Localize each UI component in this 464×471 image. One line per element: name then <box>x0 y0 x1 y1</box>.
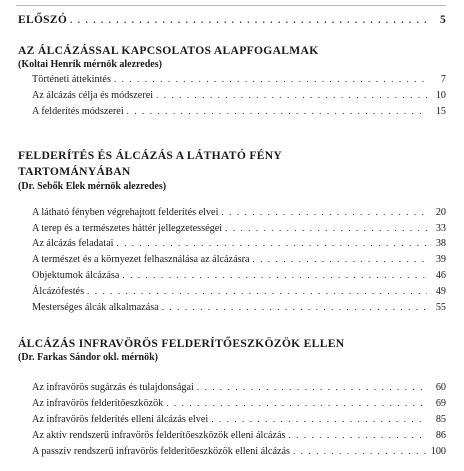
toc-leader <box>116 238 427 248</box>
toc-entry-page: 55 <box>435 302 446 313</box>
toc-entry-label: Mesterséges álcák alkalmazása <box>32 302 159 313</box>
toc-leader <box>162 302 427 312</box>
toc-entry-label: Az álcázás feladatai <box>32 238 114 249</box>
toc-entry-page: 100 <box>430 446 446 457</box>
toc-entry-row[interactable] <box>32 223 446 234</box>
toc-entry-row[interactable] <box>32 254 446 265</box>
toc-entry-label: Az infravörös felderítés elleni álcázás elvei <box>32 414 209 425</box>
toc-entry-row[interactable] <box>32 90 446 101</box>
toc-entry-label: Történeti áttekintés <box>32 74 111 85</box>
toc-entry-label: A felderítés módszerei <box>32 106 124 117</box>
toc-entry-page: 39 <box>435 254 446 265</box>
toc-entry-page: 85 <box>435 414 446 425</box>
top-rule <box>16 5 446 6</box>
section-3-author: (Dr. Farkas Sándor okl. mérnök) <box>18 352 159 363</box>
toc-entry-page: 86 <box>435 430 446 441</box>
toc-entry-row[interactable] <box>32 74 446 85</box>
toc-leader <box>288 430 427 440</box>
section-2-title-line-2: TARTOMÁNYÁBAN <box>18 165 131 178</box>
toc-foreword-row[interactable] <box>18 14 446 26</box>
section-1-author: (Koltai Henrik mérnök alezredes) <box>18 59 162 70</box>
toc-entry-page: 60 <box>435 382 446 393</box>
toc-entry-page: 33 <box>435 223 446 234</box>
toc-entry-row[interactable] <box>32 270 446 281</box>
toc-entry-row[interactable] <box>32 382 446 393</box>
toc-leader <box>293 446 427 456</box>
toc-leader <box>252 254 427 264</box>
toc-entry-page: 7 <box>440 74 446 85</box>
toc-leader <box>87 286 427 296</box>
toc-entry-page: 15 <box>435 106 446 117</box>
toc-leader <box>70 15 427 25</box>
toc-entry-label: Az infravörös felderítőeszközök <box>32 398 164 409</box>
toc-leader <box>166 398 427 408</box>
toc-leader <box>221 207 427 217</box>
toc-entry-label: A terep és a természetes háttér jellegzetességei <box>32 223 223 234</box>
toc-entry-label: Az infravörös sugárzás és tulajdonságai <box>32 382 194 393</box>
toc-leader <box>225 223 427 233</box>
toc-entry-row[interactable] <box>32 446 446 457</box>
toc-entry-label: A látható fényben végrehajtott felderítés elvei <box>32 207 219 218</box>
toc-entry-page: 38 <box>435 238 446 249</box>
toc-entry-label: A természet és a környezet felhasználása az álcázásra <box>32 254 250 265</box>
toc-entry-page: 10 <box>435 90 446 101</box>
toc-entry-page: 69 <box>435 398 446 409</box>
toc-leader <box>122 270 427 280</box>
toc-entry-label: A passzív rendszerű infravörös felderítőeszközök elleni álcázás <box>32 446 290 457</box>
toc-entry-label: Az álcázás célja és módszerei <box>32 90 154 101</box>
section-2-title-line-1: FELDERÍTÉS ÉS ÁLCÁZÁS A LÁTHATÓ FÉNY <box>18 149 283 162</box>
toc-entry-row[interactable] <box>32 238 446 249</box>
toc-entry-label: Az aktív rendszerű infravörös felderítőeszközök elleni álcázás <box>32 430 286 441</box>
toc-entry-row[interactable] <box>32 286 446 297</box>
section-2-author: (Dr. Sebők Elek mérnök alezredes) <box>18 181 167 192</box>
toc-entry-label: Álcázófestés <box>32 286 85 297</box>
toc-leader <box>211 414 427 424</box>
toc-entry-page: 49 <box>435 286 446 297</box>
toc-leader <box>127 106 427 116</box>
toc-entry-row[interactable] <box>32 207 446 218</box>
section-1-title: AZ ÁLCÁZÁSSAL KAPCSOLATOS ALAPFOGALMAK <box>18 44 319 57</box>
toc-entry-row[interactable] <box>32 106 446 117</box>
toc-entry-page: 46 <box>435 270 446 281</box>
toc-leader <box>156 90 427 100</box>
toc-leader <box>197 382 427 392</box>
toc-entry-row[interactable] <box>32 398 446 409</box>
toc-leader <box>114 74 427 84</box>
toc-entry-row[interactable] <box>32 302 446 313</box>
toc-entry-row[interactable] <box>32 414 446 425</box>
toc-entry-row[interactable] <box>32 430 446 441</box>
toc-entry-label: Objektumok álcázása <box>32 270 120 281</box>
toc-foreword-label: ELŐSZÓ <box>18 14 68 26</box>
toc-foreword-page: 5 <box>439 14 446 26</box>
toc-entry-page: 20 <box>435 207 446 218</box>
section-3-title: ÁLCÁZÁS INFRAVÖRÖS FELDERÍTŐESZKÖZÖK ELLEN <box>18 337 345 350</box>
